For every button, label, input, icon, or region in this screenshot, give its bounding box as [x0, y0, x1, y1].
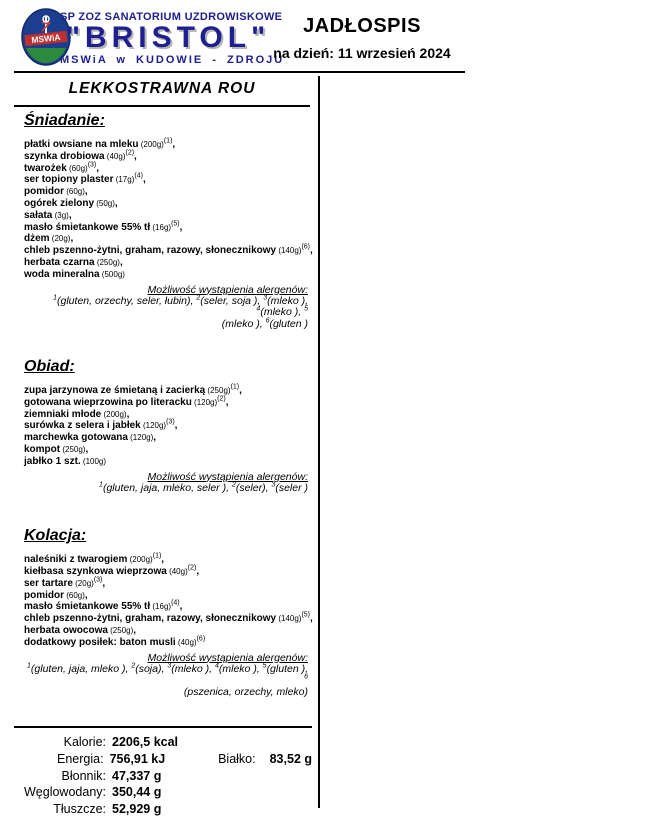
nutrition-row — [14, 734, 312, 751]
menu-item-name: chleb pszenno-żytni, graham, razowy, słonecznikowy — [24, 613, 277, 625]
meal-sections — [14, 112, 313, 698]
meal-heading: Śniadanie: — [24, 112, 105, 129]
portion-size: (60g) — [64, 590, 85, 600]
nutrition-value: 350,44 g — [112, 785, 162, 800]
item-separator: , — [114, 197, 118, 209]
header-rule — [14, 71, 465, 73]
item-separator: , — [70, 233, 74, 245]
menu-item — [24, 637, 310, 649]
menu-item-name: marchewka gotowana — [24, 432, 128, 444]
meal-section — [14, 527, 313, 698]
allergen-header: Możliwość wystąpienia alergenów: — [147, 651, 308, 664]
menu-item-name: masło śmietankowe 55% tł — [24, 601, 151, 613]
allergen-line: $^1$(gluten, orzechy, seler, łubin), $^2$(seler, soja ), $^3$(mleko ), $^4$(mleko ), $^5$ — [53, 294, 308, 319]
allergen-block — [24, 652, 310, 699]
item-separator: , — [153, 432, 157, 444]
menu-item — [24, 420, 310, 432]
menu-item — [24, 174, 310, 186]
title-block — [262, 15, 462, 61]
item-separator: , — [84, 589, 88, 601]
allergen-ref: 6 — [265, 317, 270, 325]
menu-item-name: naleśniki z twarogiem — [24, 554, 128, 566]
menu-item — [24, 198, 310, 210]
menu-item — [24, 601, 310, 613]
nutrition-label: Błonnik: — [61, 768, 106, 783]
portion-size: (60g) — [66, 163, 88, 173]
allergen-ref: 5 — [262, 662, 267, 670]
menu-item — [24, 385, 310, 397]
allergen-ref: 1 — [27, 662, 31, 670]
nutrition-value: 756,91 kJ — [109, 751, 166, 766]
allergen-header: Możliwość wystąpienia alergenów: — [147, 283, 308, 296]
item-separator: , — [84, 186, 88, 198]
allergen-ref: (1) — [230, 383, 240, 391]
allergen-ref: (4) — [171, 600, 180, 607]
menu-item-name: ziemniaki młode — [24, 408, 102, 420]
allergen-ref: 3 — [271, 481, 276, 489]
menu-item-name: pomidor — [24, 186, 64, 198]
menu-column — [14, 78, 313, 698]
allergen-ref: (3) — [87, 161, 97, 169]
menu-item — [24, 625, 310, 637]
menu-item — [24, 397, 310, 409]
meal-section — [14, 112, 313, 330]
menu-item — [24, 139, 310, 151]
nutrition-side-label: Białko: — [218, 751, 256, 766]
menu-item — [24, 456, 310, 468]
document-date: na dzień: 11 wrzesień 2024 — [273, 45, 451, 61]
menu-item — [24, 233, 310, 245]
nutrition-row — [14, 751, 312, 768]
portion-size: (140g) — [276, 246, 302, 256]
meal-items — [24, 385, 310, 468]
allergen-ref: 2 — [231, 481, 236, 489]
allergen-ref: (3) — [93, 576, 103, 584]
menu-item-name: kompot — [24, 444, 61, 456]
allergen-ref: 4 — [214, 662, 219, 670]
portion-size: (16g) — [150, 222, 172, 232]
item-separator: , — [126, 408, 130, 420]
portion-size: (250g) — [94, 257, 120, 267]
org-name: "BRISTOL" — [65, 21, 271, 54]
allergen-ref: (4) — [134, 173, 143, 181]
allergen-ref: 1 — [53, 294, 58, 302]
meal-items — [24, 552, 313, 648]
menu-item — [24, 269, 310, 281]
nutrition-row — [14, 801, 312, 818]
portion-size: (250g) — [205, 386, 231, 396]
item-separator: , — [119, 256, 123, 268]
portion-size: (20g) — [72, 578, 94, 588]
allergen-ref: 2 — [131, 662, 136, 670]
menu-item-name: woda mineralna — [24, 268, 100, 280]
menu-item-name: ogórek zielony — [24, 197, 95, 209]
nutrition-row — [14, 768, 312, 785]
menu-item — [24, 222, 310, 234]
portion-size: (50g) — [94, 198, 115, 208]
menu-item-name: herbata czarna — [24, 256, 95, 268]
menu-item — [24, 444, 310, 456]
allergen-line: (pszenica, orzechy, mleko) — [183, 685, 308, 698]
portion-size: (17g) — [113, 175, 135, 185]
allergen-ref: (5) — [171, 220, 180, 228]
diet-title-rule — [14, 105, 310, 107]
meal-section — [14, 358, 310, 494]
allergen-ref: 6 — [304, 673, 308, 681]
menu-item-name: pomidor — [24, 589, 64, 601]
right-column-blank — [320, 76, 672, 808]
allergen-header: Możliwość wystąpienia alergenów: — [147, 470, 308, 483]
menu-item-name: zupa jarzynowa ze śmietaną i zacierką — [24, 385, 206, 397]
allergen-line: (mleko ), $^6$(gluten ) — [221, 317, 308, 330]
nutrition-label: Węglowodany: — [24, 785, 106, 800]
menu-item — [24, 611, 313, 625]
portion-size: (40g) — [175, 637, 197, 647]
menu-item-name: dżem — [24, 233, 50, 245]
nutrition-rule — [14, 726, 312, 728]
allergen-block — [24, 471, 310, 495]
item-separator: , — [134, 150, 137, 162]
nutrition-label: Energia: — [57, 751, 104, 766]
allergen-ref: 4 — [256, 305, 261, 313]
allergen-ref: 3 — [263, 294, 268, 302]
allergen-ref: (5) — [301, 611, 311, 619]
menu-item — [24, 151, 310, 163]
menu-item-name: twarożek — [24, 162, 67, 174]
menu-item-name: jabłko 1 szt. — [24, 455, 81, 467]
menu-item-name: herbata owocowa — [24, 624, 108, 636]
allergen-ref: (6) — [301, 243, 311, 251]
menu-item-name: chleb pszenno-żytni, graham, razowy, słonecznikowy — [24, 245, 277, 257]
nutrition-value: 52,929 g — [112, 802, 162, 817]
menu-item-name: surówka z selera i jabłek — [24, 420, 141, 432]
meal-heading: Obiad: — [24, 358, 75, 376]
portion-size: (200g) — [138, 140, 164, 149]
menu-item — [24, 432, 310, 444]
menu-item-name: dodatkowy posiłek: baton musli — [24, 636, 176, 648]
meal-heading: Kolacja: — [24, 527, 87, 545]
meal-items — [24, 137, 313, 281]
item-separator: , — [102, 577, 106, 589]
item-separator: , — [310, 613, 313, 625]
allergen-ref: 3 — [167, 662, 172, 670]
nutrition-rows — [14, 734, 312, 818]
menu-item-name: kiełbasa szynkowa wieprzowa — [24, 565, 167, 577]
portion-size: (250g) — [107, 625, 134, 635]
menu-item — [24, 566, 310, 578]
item-separator: , — [133, 624, 137, 636]
item-separator: , — [225, 396, 229, 408]
portion-size: (40g) — [166, 566, 188, 576]
menu-item-name: ser tartare — [24, 577, 73, 589]
menu-item-name: gotowana wieprzowina po literacku — [24, 396, 192, 408]
portion-size: (120g) — [127, 433, 154, 443]
menu-item-name: masło śmietankowe 55% tł — [24, 221, 151, 233]
menu-item — [24, 554, 310, 566]
portion-size: (60g) — [64, 187, 85, 197]
item-separator: , — [310, 245, 313, 257]
portion-size: (140g) — [276, 614, 302, 624]
menu-item — [24, 210, 310, 222]
portion-size: (120g) — [140, 421, 167, 431]
portion-size: (200g) — [101, 409, 127, 419]
menu-item — [24, 243, 313, 257]
menu-item — [24, 590, 310, 602]
brand-text — [60, 11, 285, 66]
allergen-ref: 1 — [99, 481, 103, 489]
portion-size: (250g) — [60, 445, 86, 455]
item-separator: , — [174, 420, 178, 432]
portion-size: (20g) — [49, 234, 71, 244]
nutrition-value: 2206,5 kcal — [112, 735, 179, 749]
portion-size: (3g) — [52, 210, 69, 220]
allergen-ref: (1) — [152, 552, 162, 560]
portion-size: (500g) — [99, 269, 125, 279]
portion-size: (16g) — [150, 602, 172, 612]
item-separator: , — [179, 221, 183, 233]
allergen-ref: 5 — [304, 305, 308, 313]
allergen-block — [24, 284, 310, 331]
document-title: JADŁOSPIS — [303, 15, 421, 37]
allergen-ref: (6) — [196, 635, 206, 643]
item-separator: , — [161, 554, 165, 566]
allergen-ref: (2) — [217, 395, 226, 403]
item-separator: , — [179, 601, 183, 613]
menu-item-name: sałata — [24, 209, 53, 221]
nutrition-side-value: 83,52 g — [269, 751, 312, 766]
nutrition-label: Tłuszcze: — [53, 802, 106, 817]
menu-item — [24, 186, 310, 198]
allergen-ref: 2 — [196, 294, 201, 302]
menu-item-name: płatki owsiane na mleku — [24, 139, 139, 150]
item-separator: , — [96, 162, 100, 174]
item-separator: , — [239, 385, 242, 397]
org-line2: MSWiA w KUDOWIE - ZDROJU — [60, 53, 285, 66]
menu-item-name: ser topiony plaster — [24, 174, 114, 186]
portion-size: (100g) — [80, 456, 107, 466]
allergen-ref: (3) — [166, 419, 175, 427]
nutrition-row — [14, 784, 312, 801]
portion-size: (200g) — [127, 555, 153, 565]
portion-size: (120g) — [191, 397, 218, 407]
allergen-line: $^1$(gluten, jaja, mleko, seler ), $^2$(seler), $^3$(seler ) — [99, 481, 308, 494]
menu-item — [24, 257, 310, 269]
allergen-ref: (2) — [125, 149, 135, 157]
menu-item — [24, 163, 310, 175]
org-line1: SP ZOZ SANATORIUM UZDROWISKOWE — [60, 11, 283, 23]
nutrition-summary — [14, 726, 312, 818]
nutrition-value: 47,337 g — [112, 768, 162, 783]
menu-item — [24, 578, 310, 590]
diet-title: LEKKOSTRAWNA ROU — [68, 80, 256, 97]
portion-size: (40g) — [104, 151, 126, 161]
item-separator: , — [196, 565, 200, 577]
item-separator: , — [68, 209, 72, 221]
item-separator: , — [142, 174, 146, 186]
nutrition-label: Kalorie: — [63, 735, 106, 749]
menu-item-name: szynka drobiowa — [24, 150, 105, 162]
item-separator: , — [85, 444, 89, 456]
allergen-line: $^1$(gluten, jaja, mleko ), $^2$(soja), $^3$(mleko ), $^4$(mleko ), $^5$(gluten ), $^6$ — [27, 662, 308, 681]
item-separator: , — [172, 139, 176, 150]
allergen-ref: (1) — [163, 137, 173, 145]
logo-text: MSWiA — [30, 32, 61, 46]
allergen-ref: (2) — [187, 564, 197, 572]
